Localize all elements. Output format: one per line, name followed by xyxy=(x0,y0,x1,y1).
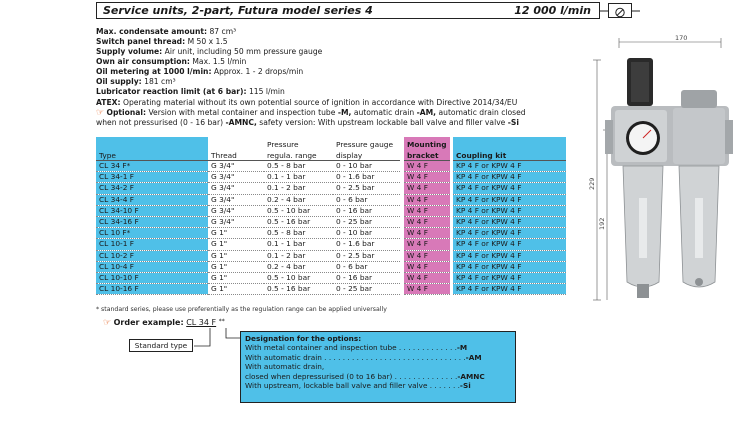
table-row xyxy=(96,261,566,272)
cell-gauge: 0 - 10 bar xyxy=(333,228,400,239)
cell-thread: G 1" xyxy=(208,284,264,295)
dim-height-total: 229 xyxy=(588,177,596,190)
cell-bracket: W 4 F xyxy=(404,217,450,228)
cell-kit: KP 4 F or KPW 4 F xyxy=(453,217,566,228)
cell-kit: KP 4 F or KPW 4 F xyxy=(453,273,566,284)
col-range-top: Pressure xyxy=(267,140,299,149)
table-row xyxy=(96,205,566,216)
page-title: Service units, 2-part, Futura model series 4 xyxy=(103,4,373,17)
cell-range: 0.1 - 1 bar xyxy=(264,172,333,183)
cell-range: 0.1 - 2 bar xyxy=(264,250,333,261)
designation-title: Designation for the options: xyxy=(245,334,362,343)
col-thread-top xyxy=(208,137,264,149)
cell-gauge: 0 - 25 bar xyxy=(333,284,400,295)
optional-line-2: when not pressurised (0 - 16 bar) -AMNC, safety version: With upstream lockable ball valve and filler valve -Si xyxy=(96,118,520,127)
cell-range: 0.5 - 8 bar xyxy=(264,161,333,172)
cell-kit: KP 4 F or KPW 4 F xyxy=(453,161,566,172)
designation-row: With automatic drain, xyxy=(245,362,325,372)
col-bracket-top: Mounting xyxy=(404,137,450,149)
cell-type: CL 34-4 F xyxy=(96,194,208,205)
cell-bracket: W 4 F xyxy=(404,194,450,205)
spec-atex: ATEX: Operating material without its own potential source of ignition in accordance with Directive 2014/34/EU xyxy=(96,98,518,107)
cell-kit: KP 4 F or KPW 4 F xyxy=(453,261,566,272)
flow-rate: 12 000 l/min xyxy=(514,4,591,17)
cell-bracket: W 4 F xyxy=(404,172,450,183)
table-row xyxy=(96,239,566,250)
product-table xyxy=(96,137,566,295)
cell-thread: G 3/4" xyxy=(208,217,264,228)
order-example-code: CL 34 F xyxy=(186,318,217,327)
spec-oil-supply: Oil supply: 181 cm³ xyxy=(96,77,176,86)
designation-row: With metal container and inspection tube . . . . . . . . . . . . .-M xyxy=(245,343,468,353)
cell-range: 0.1 - 2 bar xyxy=(264,183,333,194)
cell-kit: KP 4 F or KPW 4 F xyxy=(453,250,566,261)
table-row xyxy=(96,273,566,284)
spec-oil-metering: Oil metering at 1000 l/min: Approx. 1 - 2 drops/min xyxy=(96,67,304,76)
col-gauge-top: Pressure gauge xyxy=(336,140,394,149)
cell-bracket: W 4 F xyxy=(404,183,450,194)
cell-gauge: 0 - 6 bar xyxy=(333,194,400,205)
cell-thread: G 3/4" xyxy=(208,172,264,183)
cell-type: CL 10-2 F xyxy=(96,250,208,261)
cell-bracket: W 4 F xyxy=(404,261,450,272)
cell-range: 0.1 - 1 bar xyxy=(264,239,333,250)
cell-kit: KP 4 F or KPW 4 F xyxy=(453,205,566,216)
cell-gauge: 0 - 1.6 bar xyxy=(333,172,400,183)
cell-thread: G 1" xyxy=(208,228,264,239)
cell-thread: G 3/4" xyxy=(208,205,264,216)
footnote: * standard series, please use preferentially as the regulation range can be applied universally xyxy=(96,306,387,313)
cell-kit: KP 4 F or KPW 4 F xyxy=(453,284,566,295)
cell-thread: G 3/4" xyxy=(208,183,264,194)
designation-box xyxy=(240,331,516,403)
cell-kit: KP 4 F or KPW 4 F xyxy=(453,228,566,239)
standard-type-box: Standard type xyxy=(129,339,193,352)
cell-bracket: W 4 F xyxy=(404,228,450,239)
cell-gauge: 0 - 6 bar xyxy=(333,261,400,272)
col-thread-header: Thread xyxy=(208,149,264,161)
cell-type: CL 10-4 F xyxy=(96,261,208,272)
cell-type: CL 10-10 F xyxy=(96,273,208,284)
table-row xyxy=(96,228,566,239)
cell-type: CL 34 F* xyxy=(96,161,208,172)
table-row xyxy=(96,217,566,228)
cell-gauge: 0 - 10 bar xyxy=(333,161,400,172)
cell-range: 0.5 - 8 bar xyxy=(264,228,333,239)
dim-height-lower: 192 xyxy=(598,217,606,230)
cell-gauge: 0 - 16 bar xyxy=(333,273,400,284)
table-row xyxy=(96,284,566,295)
cell-gauge: 0 - 1.6 bar xyxy=(333,239,400,250)
col-gauge-header: display xyxy=(333,149,400,161)
cell-bracket: W 4 F xyxy=(404,161,450,172)
cell-thread: G 1" xyxy=(208,250,264,261)
cell-range: 0.5 - 10 bar xyxy=(264,273,333,284)
cell-thread: G 1" xyxy=(208,261,264,272)
table-body xyxy=(96,161,566,295)
optional-line-1: ☞ Optional: Version with metal container and inspection tube -M, automatic drain -AM, automatic drain closed xyxy=(96,108,526,118)
cell-range: 0.2 - 4 bar xyxy=(264,194,333,205)
cell-type: CL 10 F* xyxy=(96,228,208,239)
pointing-hand-icon: ☞ xyxy=(96,108,105,118)
cell-bracket: W 4 F xyxy=(404,273,450,284)
cell-thread: G 1" xyxy=(208,239,264,250)
cell-kit: KP 4 F or KPW 4 F xyxy=(453,239,566,250)
designation-row: With automatic drain . . . . . . . . . . . . . . . . . . . . . . . . . . . . . . .-AM xyxy=(245,352,482,362)
cell-range: 0.5 - 16 bar xyxy=(264,284,333,295)
cell-type: CL 34-1 F xyxy=(96,172,208,183)
cell-kit: KP 4 F or KPW 4 F xyxy=(453,172,566,183)
cell-bracket: W 4 F xyxy=(404,205,450,216)
col-kit-top xyxy=(453,137,566,149)
service-unit-image xyxy=(585,20,735,310)
cell-gauge: 0 - 2.5 bar xyxy=(333,183,400,194)
order-example xyxy=(103,318,225,328)
order-example-stars: ** xyxy=(218,318,225,325)
table-row xyxy=(96,250,566,261)
col-kit-header: Coupling kit xyxy=(453,149,566,161)
cell-range: 0.5 - 16 bar xyxy=(264,217,333,228)
cell-thread: G 1" xyxy=(208,273,264,284)
col-range-header: regula. range xyxy=(264,149,333,161)
table-row xyxy=(96,194,566,205)
table-row xyxy=(96,183,566,194)
spec-thread: Switch panel thread: M 50 x 1.5 xyxy=(96,37,228,46)
cell-gauge: 0 - 2.5 bar xyxy=(333,250,400,261)
designation-row: With upstream, lockable ball valve and filler valve . . . . . . .-Si xyxy=(245,381,471,391)
cell-type: CL 34-16 F xyxy=(96,217,208,228)
cell-type: CL 34-10 F xyxy=(96,205,208,216)
cell-type: CL 10-1 F xyxy=(96,239,208,250)
table-row xyxy=(96,161,566,172)
pointing-hand-icon: ☞ xyxy=(103,318,112,328)
table-row xyxy=(96,172,566,183)
cell-range: 0.5 - 10 bar xyxy=(264,205,333,216)
dim-width: 170 xyxy=(675,34,688,42)
designation-row: closed when depressurised (0 to 16 bar) . . . . . . . . . . . . . .-AMNC xyxy=(245,371,485,381)
cell-kit: KP 4 F or KPW 4 F xyxy=(453,183,566,194)
spec-reaction-limit: Lubricator reaction limit (at 6 bar): 115 l/min xyxy=(96,87,285,96)
spec-condensate: Max. condensate amount: 87 cm³ xyxy=(96,27,237,36)
cell-gauge: 0 - 16 bar xyxy=(333,205,400,216)
cell-range: 0.2 - 4 bar xyxy=(264,261,333,272)
valve-symbol-icon xyxy=(608,3,632,18)
cell-type: CL 34-2 F xyxy=(96,183,208,194)
col-type-top xyxy=(96,137,208,149)
cell-gauge: 0 - 25 bar xyxy=(333,217,400,228)
cell-bracket: W 4 F xyxy=(404,239,450,250)
order-example-label: Order example: xyxy=(113,318,184,327)
cell-bracket: W 4 F xyxy=(404,250,450,261)
cell-type: CL 10-16 F xyxy=(96,284,208,295)
spec-supply: Supply volume: Air unit, including 50 mm pressure gauge xyxy=(96,47,323,56)
cell-thread: G 3/4" xyxy=(208,194,264,205)
cell-kit: KP 4 F or KPW 4 F xyxy=(453,194,566,205)
header-bar xyxy=(96,2,600,19)
col-bracket-header: bracket xyxy=(404,149,450,161)
cell-bracket: W 4 F xyxy=(404,284,450,295)
cell-thread: G 3/4" xyxy=(208,161,264,172)
order-connectors xyxy=(190,328,242,358)
col-type-header: Type xyxy=(96,149,208,161)
spec-air-consumption: Own air consumption: Max. 1.5 l/min xyxy=(96,57,247,66)
